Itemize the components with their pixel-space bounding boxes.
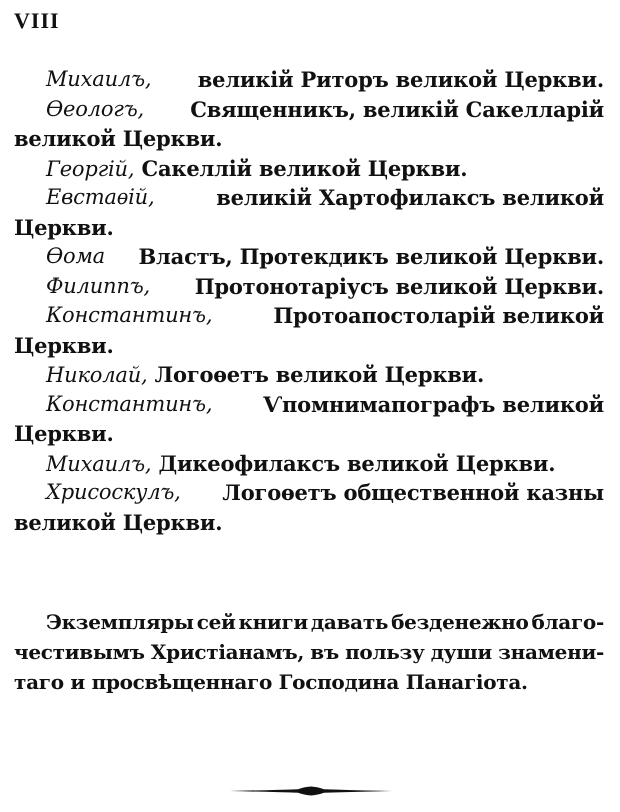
entry-name: Михаилъ, [46,67,152,91]
entry-title: великій Хартофилаксъ великой [216,185,604,210]
entry-name: Филиппъ, [46,273,150,298]
list-item-continuation [14,508,604,538]
entry-title: великой Церкви. [14,509,223,535]
entry-title: Протоапостоларій великой [273,303,604,328]
note-line: честивымъ Христіанамъ, въ пользу души знамени- [14,640,604,664]
entry-title: Церкви. [14,421,114,446]
list-item [14,301,604,331]
entry-name: Николай, [46,363,148,387]
entry-title: Церкви. [14,214,114,240]
entry-name: Георгій, [46,156,135,181]
note-line: таго и просвѣщеннаго Господина Панагіота. [14,670,528,694]
entry-title: Логоѳетъ великой Церкви. [154,362,485,387]
list-item-continuation [14,331,604,361]
entry-title: Ѵпомнимапографъ великой [262,391,604,417]
list-item [14,154,604,184]
entry-name: Михаилъ, [46,451,152,476]
entry-name: Хрисоскулъ, [46,480,181,504]
entry-title: великій Риторъ великой Церкви. [197,67,604,92]
entry-name: Ѳеологъ, [46,96,144,121]
entry-title: Властъ, Протекдикъ великой Церкви. [138,244,604,269]
list-item [14,95,604,125]
entry-title: Сакеллій великой Церкви. [141,155,468,181]
entry-name: Ѳома [46,244,105,268]
entry-name: Евстаѳій, [46,185,155,209]
list-item-continuation [14,213,604,243]
distribution-note [14,607,604,697]
list-item-continuation [14,124,604,154]
list-item [14,360,604,390]
ornament-divider [228,785,394,797]
list-item [14,449,604,479]
entry-title: Протонотаріусъ великой Церкви. [194,273,604,299]
entry-title: Священникъ, великій Сакелларій [190,96,604,122]
entry-title: великой Церкви. [14,126,223,151]
list-item [14,390,604,420]
entry-title: Церкви. [14,332,114,358]
list-item [14,272,604,302]
note-line: Экземпляры сей книги давать безденежно благо- [46,610,604,634]
entry-title: Дикеофилаксъ великой Церкви. [158,450,556,476]
entry-title: Логоѳетъ общественной казны [222,480,604,505]
officials-list [14,65,604,537]
list-item [14,242,604,272]
list-item-continuation [14,419,604,449]
list-item [14,183,604,213]
list-item [14,478,604,508]
entry-name: Константинъ, [46,303,213,327]
entry-name: Константинъ, [46,391,213,416]
page-number: VIII [14,8,60,33]
list-item [14,65,604,95]
